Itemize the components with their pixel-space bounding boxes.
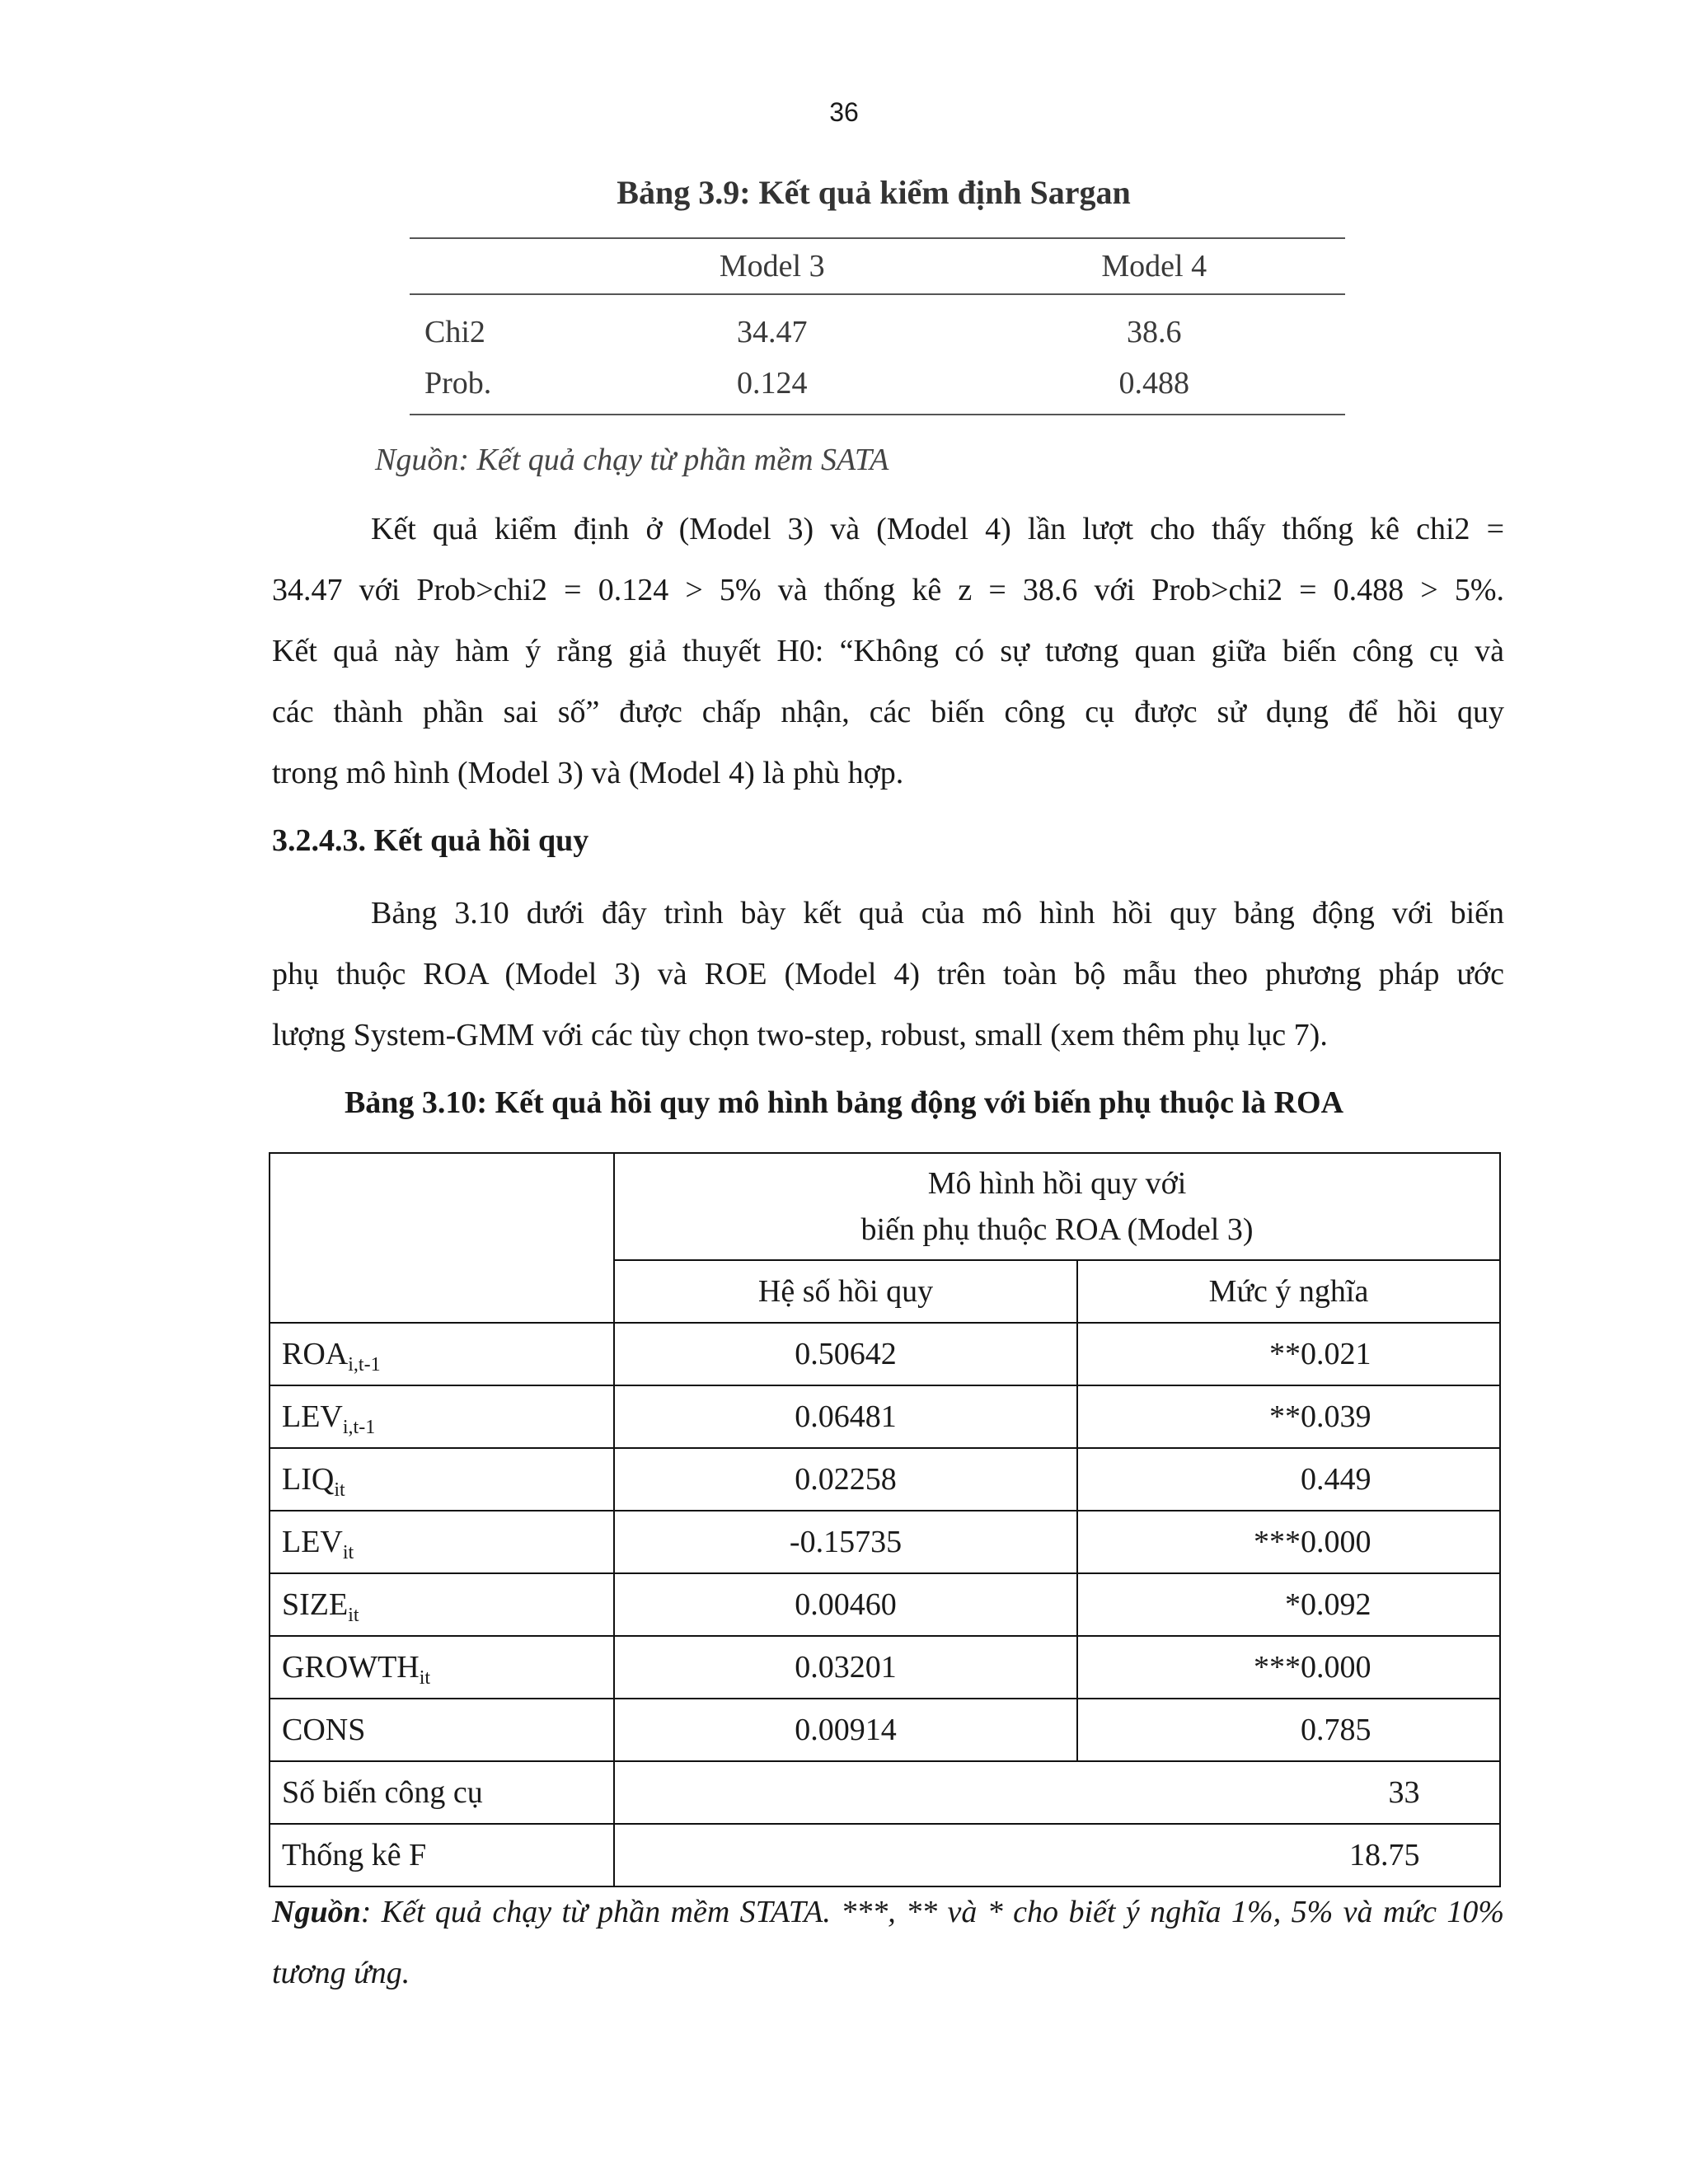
- variable-cell: [270, 1699, 614, 1761]
- sig-cell: [1077, 1323, 1500, 1385]
- table-cell: 0.124: [581, 358, 964, 415]
- fstat-label: Thống kê F: [270, 1824, 614, 1886]
- coef-cell: 0.06481: [614, 1385, 1077, 1448]
- coef-cell: 0.02258: [614, 1448, 1077, 1511]
- paragraph-line: phụ thuộc ROA (Model 3) và ROE (Model 4) trên toàn bộ mẫu theo phương pháp ước: [272, 957, 1504, 991]
- variable-cell: [270, 1511, 614, 1573]
- table-cell: 34.47: [737, 315, 808, 349]
- table-row: [270, 1573, 1500, 1636]
- sig-cell: [1077, 1573, 1500, 1636]
- coef-cell: 0.00460: [614, 1573, 1077, 1636]
- sig-cell: [1077, 1636, 1500, 1699]
- fstat-cell: [614, 1824, 1500, 1886]
- variable-name: SIZE: [282, 1587, 349, 1622]
- variable-name: LEV: [282, 1525, 343, 1559]
- sig-cell: [1077, 1448, 1500, 1511]
- paragraph-line: Kết quả này hàm ý rằng giả thuyết H0: “Không có sự tương quan giữa biến công cụ và: [272, 634, 1504, 668]
- variable-cell: [270, 1573, 614, 1636]
- sig-value: ***0.000: [1254, 1650, 1372, 1685]
- table-header-row: [270, 1153, 1500, 1260]
- table-row: [270, 1824, 1500, 1886]
- coef-cell: -0.15735: [614, 1511, 1077, 1573]
- variable-cell: [270, 1323, 614, 1385]
- sig-value: **0.021: [1269, 1337, 1372, 1371]
- instruments-value: 33: [1388, 1775, 1420, 1810]
- table-row: [270, 1448, 1500, 1511]
- variable-name: GROWTH: [282, 1650, 420, 1685]
- table-3-9-title: Bảng 3.9: Kết quả kiểm định Sargan: [617, 174, 1131, 211]
- table-row: [270, 1323, 1500, 1385]
- variable-subscript: it: [342, 1542, 354, 1563]
- coef-cell: 0.00914: [614, 1699, 1077, 1761]
- variable-subscript: i,t-1: [342, 1417, 376, 1438]
- variable-name: ROA: [282, 1337, 349, 1371]
- table-row: [410, 358, 1345, 415]
- sig-value: **0.039: [1269, 1399, 1372, 1434]
- source-label: Nguồn: [272, 1895, 361, 1929]
- sig-header: Mức ý nghĩa: [1077, 1260, 1500, 1323]
- coef-cell: 0.50642: [614, 1323, 1077, 1385]
- table-row: [410, 294, 1345, 358]
- coef-cell: 0.03201: [614, 1636, 1077, 1699]
- model-header-cell: [614, 1153, 1500, 1260]
- source-text: : Kết quả chạy từ phần mềm STATA. ***, ** và * cho biết ý nghĩa 1%, 5% và mức 10% tương ứng.: [272, 1895, 1504, 1990]
- header-cell: Model 4: [964, 238, 1346, 294]
- coef-header: Hệ số hồi quy: [614, 1260, 1077, 1323]
- regression-table: [269, 1152, 1501, 1887]
- table-3-10-title: Bảng 3.10: Kết quả hồi quy mô hình bảng động với biến phụ thuộc là ROA: [344, 1085, 1344, 1120]
- sig-value: 0.785: [1301, 1713, 1372, 1747]
- sig-value: 0.449: [1301, 1462, 1372, 1497]
- variable-cell: [270, 1636, 614, 1699]
- variable-name: CONS: [282, 1713, 366, 1747]
- instruments-cell: [614, 1761, 1500, 1824]
- variable-subscript: it: [348, 1605, 359, 1626]
- paragraph-line: các thành phần sai số” được chấp nhận, các biến công cụ được sử dụng để hồi quy: [272, 695, 1504, 729]
- section-heading: 3.2.4.3. Kết quả hồi quy: [272, 823, 589, 858]
- table-row: [270, 1511, 1500, 1573]
- table-3-9-source: Nguồn: Kết quả chạy từ phần mềm SATA: [375, 443, 889, 477]
- table-row: [270, 1636, 1500, 1699]
- table-header-row: [410, 238, 1345, 294]
- table-cell: 0.488: [964, 358, 1346, 415]
- instruments-label: Số biến công cụ: [270, 1761, 614, 1824]
- paragraph-line: Kết quả kiểm định ở (Model 3) và (Model 4) lần lượt cho thấy thống kê chi2 =: [371, 512, 1504, 546]
- empty-header-cell: [270, 1153, 614, 1323]
- variable-cell: [270, 1385, 614, 1448]
- sig-cell: [1077, 1511, 1500, 1573]
- paragraph-line: trong mô hình (Model 3) và (Model 4) là phù hợp.: [272, 756, 904, 790]
- variable-subscript: it: [419, 1667, 431, 1689]
- paragraph-line: Bảng 3.10 dưới đây trình bày kết quả của mô hình hồi quy bảng động với biến: [371, 896, 1504, 930]
- paragraph-line: 34.47 với Prob>chi2 = 0.124 > 5% và thống kê z = 38.6 với Prob>chi2 = 0.488 > 5%.: [272, 573, 1504, 607]
- sig-value: ***0.000: [1254, 1525, 1372, 1559]
- table-3-10-source-note: [272, 1882, 1504, 2004]
- table-row: [270, 1385, 1500, 1448]
- variable-subscript: it: [334, 1479, 345, 1501]
- fstat-value: 18.75: [1349, 1838, 1420, 1872]
- table-row: [270, 1699, 1500, 1761]
- paragraph-line: lượng System-GMM với các tùy chọn two-step, robust, small (xem thêm phụ lục 7).: [272, 1018, 1328, 1052]
- sig-cell: [1077, 1385, 1500, 1448]
- variable-name: LIQ: [282, 1462, 335, 1497]
- sig-cell: [1077, 1699, 1500, 1761]
- sargan-test-table: [410, 237, 1345, 415]
- variable-cell: [270, 1448, 614, 1511]
- row-label: Chi2: [424, 315, 485, 349]
- header-cell: Model 3: [581, 238, 964, 294]
- variable-name: LEV: [282, 1399, 343, 1434]
- row-label: Prob.: [410, 358, 581, 415]
- header-cell: [410, 238, 581, 294]
- model-header-line2: biến phụ thuộc ROA (Model 3): [860, 1212, 1254, 1247]
- table-cell: 38.6: [1127, 315, 1182, 349]
- page-number: 36: [829, 97, 859, 127]
- variable-subscript: i,t-1: [348, 1354, 381, 1376]
- table-row: [270, 1761, 1500, 1824]
- sig-value: *0.092: [1285, 1587, 1372, 1622]
- model-header-line1: Mô hình hồi quy với: [927, 1166, 1187, 1201]
